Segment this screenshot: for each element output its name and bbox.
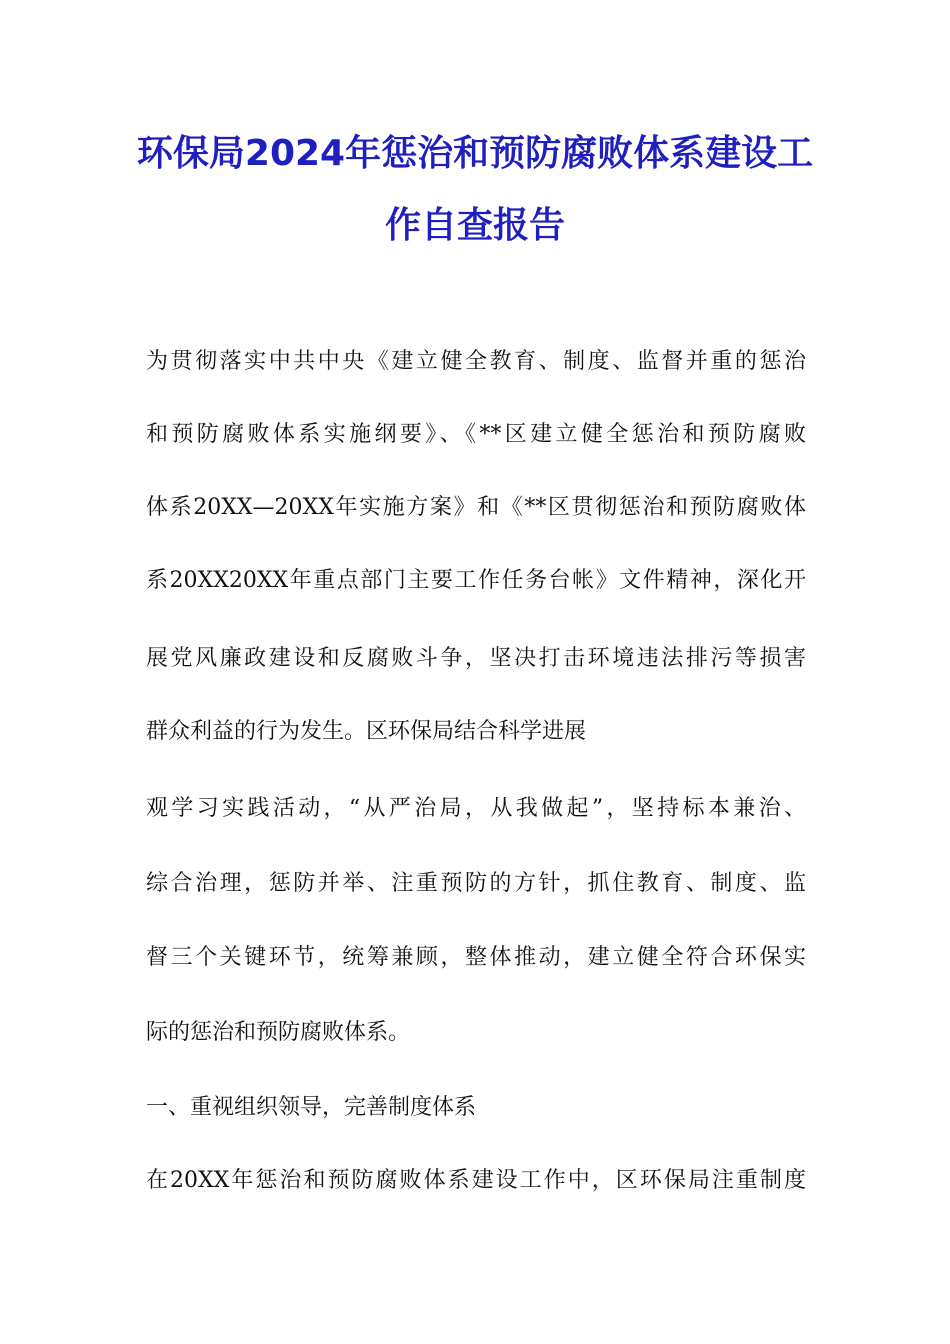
body-line-12: 在20XX年惩治和预防腐败体系建设工作中，区环保局注重制度 [146, 1168, 806, 1193]
document-title-line-2: 作自查报告 [384, 205, 565, 246]
body-line-6: 群众利益的行为发生。区环保局结合科学进展 [146, 719, 587, 744]
body-line-10: 际的惩治和预防腐败体系。 [146, 1020, 411, 1045]
body-line-3: 体系20XX—20XX年实施方案》和《**区贯彻惩治和预防腐败体 [146, 495, 806, 520]
document-title-line-1: 环保局2024年惩治和预防腐败体系建设工 [136, 133, 814, 174]
body-line-7: 观学习实践活动，“从严治局，从我做起”，坚持标本兼治、 [146, 796, 806, 821]
body-line-5: 展党风廉政建设和反腐败斗争，坚决打击环境违法排污等损害 [146, 646, 806, 671]
body-line-1: 为贯彻落实中共中央《建立健全教育、制度、监督并重的惩治 [146, 349, 806, 374]
section-heading-1: 一、重视组织领导，完善制度体系 [146, 1095, 477, 1120]
body-line-2: 和预防腐败体系实施纲要》、《**区建立健全惩治和预防腐败 [146, 422, 806, 447]
body-line-9: 督三个关键环节，统筹兼顾，整体推动，建立健全符合环保实 [146, 945, 806, 970]
body-line-4: 系20XX20XX年重点部门主要工作任务台帐》文件精神，深化开 [146, 568, 806, 593]
body-line-8: 综合治理，惩防并举、注重预防的方针，抓住教育、制度、监 [146, 871, 806, 896]
